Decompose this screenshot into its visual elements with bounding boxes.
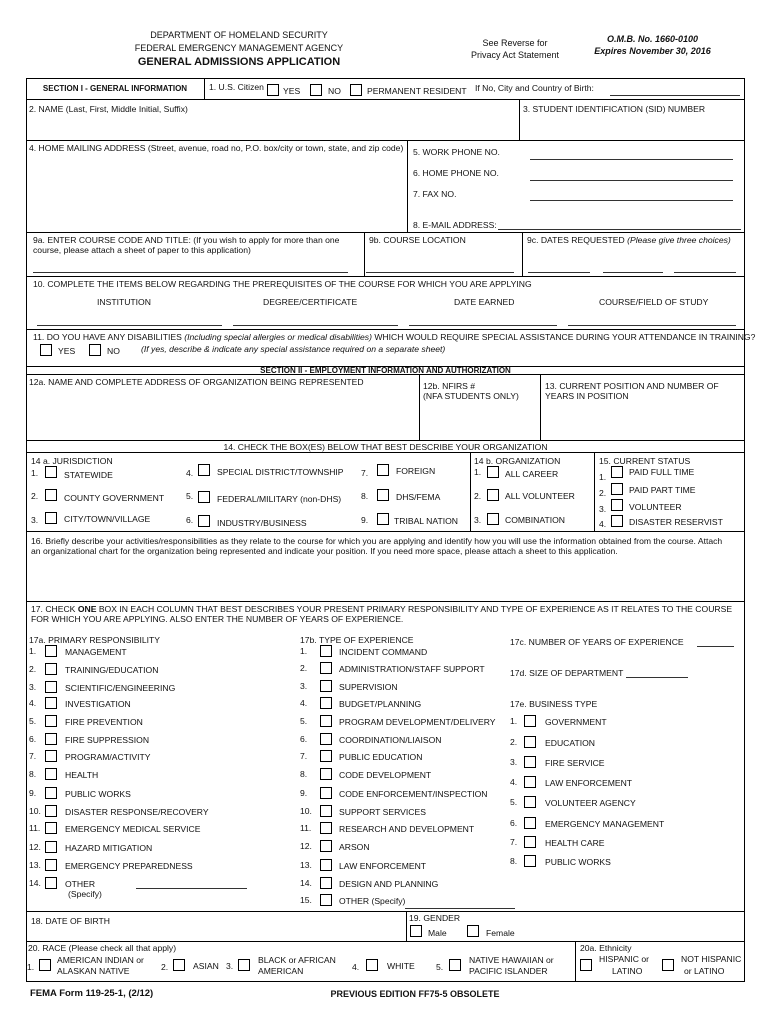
paid-full-time-label: PAID FULL TIME [629,467,695,477]
not-hispanic-checkbox[interactable] [662,959,674,971]
primary-responsibility-checkbox[interactable] [45,715,57,727]
business-type-checkbox[interactable] [524,715,536,727]
primary-responsibility-checkbox[interactable] [45,733,57,745]
agency-name: FEDERAL EMERGENCY MANAGEMENT AGENCY [134,43,344,53]
check-org-label: 14. CHECK THE BOX(ES) BELOW THAT BEST DESCRIBE YOUR ORGANIZATION [223,442,548,452]
disabilities-yes-label: YES [58,346,76,356]
org-name-label: 12a. NAME AND COMPLETE ADDRESS OF ORGANIZATION BEING REPRESENTED [29,377,364,387]
experience-type-checkbox[interactable] [320,662,332,674]
primary-responsibility-checkbox[interactable] [45,697,57,709]
date-choice-2[interactable] [603,272,663,273]
experience-type-label: SUPERVISION [339,682,398,692]
status-3-num: 3. [599,504,607,514]
all-volunteer-label: ALL VOLUNTEER [505,491,575,501]
primary-responsibility-label: INVESTIGATION [65,699,131,709]
industry-business-label: INDUSTRY/BUSINESS [217,518,307,528]
not-hispanic-label-2: or LATINO [684,966,725,976]
jurisdiction-6-num: 6. [186,515,194,525]
american-indian-checkbox[interactable] [39,959,51,971]
white-checkbox[interactable] [366,959,378,971]
native-hawaiian-label: NATIVE HAWAIIAN or [469,955,554,965]
experience-type-checkbox[interactable] [320,715,332,727]
volunteer-checkbox[interactable] [611,499,623,511]
tribal-nation-label: TRIBAL NATION [394,516,458,526]
experience-type-label: ARSON [339,842,370,852]
business-type-checkbox[interactable] [524,756,536,768]
home-phone-label: 6. HOME PHONE NO. [413,168,499,178]
race-1-num: 1. [27,962,35,972]
foreign-checkbox[interactable] [377,464,389,476]
sid-label: 3. STUDENT IDENTIFICATION (SID) NUMBER [523,104,706,114]
primary-responsibility-checkbox[interactable] [45,822,57,834]
paid-full-time-checkbox[interactable] [611,466,623,478]
primary-responsibility-checkbox[interactable] [45,787,57,799]
experience-type-title: 17b. TYPE OF EXPERIENCE [300,635,414,645]
primary-responsibility-checkbox[interactable] [45,681,57,693]
primary-responsibility-num: 8. [29,769,37,779]
experience-type-checkbox[interactable] [320,768,332,780]
home-phone-field[interactable] [530,180,733,181]
hispanic-label-1: HISPANIC or [599,954,649,964]
primary-responsibility-num: 6. [29,734,37,744]
primary-responsibility-label: FIRE SUPPRESSION [65,735,150,745]
years-experience-field[interactable] [697,646,734,647]
hispanic-label-2: LATINO [612,966,643,976]
alaskan-native-label: ALASKAN NATIVE [57,966,130,976]
experience-type-checkbox[interactable] [320,840,332,852]
position-label: 13. CURRENT POSITION AND NUMBER OF YEARS IN POSITION [545,381,719,401]
hispanic-checkbox[interactable] [580,959,592,971]
organization-label: 14 b. ORGANIZATION [474,456,561,466]
experience-type-label: DESIGN AND PLANNING [339,879,439,889]
business-type-label: HEALTH CARE [545,838,605,848]
business-type-checkbox[interactable] [524,855,536,867]
date-earned-header: DATE EARNED [454,297,515,307]
jurisdiction-1-num: 1. [31,468,39,478]
experience-type-label: ADMINISTRATION/STAFF SUPPORT [339,664,485,674]
race-2-num: 2. [161,962,169,972]
disabilities-label: 11. DO YOU HAVE ANY DISABILITIES (Including special allergies or medical disabilities) WHICH WOULD REQUIRE SPECIAL ASSISTANCE DURING YOUR ATTENDANCE IN TRAINING? [33,332,756,342]
primary-responsibility-label: PUBLIC WORKS [65,789,131,799]
all-volunteer-checkbox[interactable] [487,489,499,501]
primary-responsibility-num: 10. [29,806,41,816]
years-experience-label: 17c. NUMBER OF YEARS OF EXPERIENCE [510,637,684,647]
nfirs-note: (NFA STUDENTS ONLY) [423,391,519,401]
disabilities-no-checkbox[interactable] [89,344,101,356]
org-2-num: 2. [474,491,482,501]
special-district-checkbox[interactable] [198,464,210,476]
business-type-num: 7. [510,837,518,847]
address-label: 4. HOME MAILING ADDRESS (Street, avenue, road no, P.O. box/city or town, state, and zip code) [29,143,404,153]
federal-military-checkbox[interactable] [198,491,210,503]
form-number: FEMA Form 119-25-1, (2/12) [30,988,154,999]
city-town-label: CITY/TOWN/VILLAGE [64,514,151,524]
business-type-label: LAW ENFORCEMENT [545,778,633,788]
race-label: 20. RACE (Please check all that apply) [28,943,177,953]
experience-type-label: LAW ENFORCEMENT [339,861,427,871]
black-african-label: BLACK or AFRICAN [258,955,336,965]
jurisdiction-7-num: 7. [361,468,369,478]
business-type-num: 4. [510,777,518,787]
work-phone-field[interactable] [530,159,733,160]
primary-responsibility-checkbox[interactable] [45,750,57,762]
experience-type-num: 8. [300,769,308,779]
email-label: 8. E-MAIL ADDRESS: [413,220,497,230]
experience-type-label: PUBLIC EDUCATION [339,752,423,762]
experience-type-label: SUPPORT SERVICES [339,807,426,817]
primary-responsibility-label: HEALTH [65,770,99,780]
course-code-label: 9a. ENTER COURSE CODE AND TITLE: (If you wish to apply for more than one course, please attach a sheet of paper to this application) [33,235,340,255]
primary-responsibility-label: EMERGENCY PREPAREDNESS [65,861,193,871]
experience-type-checkbox[interactable] [320,822,332,834]
jurisdiction-2-num: 2. [31,491,39,501]
experience-type-label: COORDINATION/LIAISON [339,735,442,745]
primary-responsibility-checkbox[interactable] [45,768,57,780]
primary-responsibility-label: DISASTER RESPONSE/RECOVERY [65,807,209,817]
experience-type-num: 6. [300,734,308,744]
race-3-num: 3. [226,961,234,971]
white-label: WHITE [387,961,415,971]
business-type-label: PUBLIC WORKS [545,857,611,867]
female-label: Female [486,928,515,938]
race-4-num: 4. [352,962,360,972]
date-choice-1[interactable] [528,272,590,273]
experience-type-num: 10. [300,806,312,816]
citizen-label: 1. U.S. Citizen [209,82,264,92]
special-district-label: SPECIAL DISTRICT/TOWNSHIP [217,467,344,477]
combination-label: COMBINATION [505,515,565,525]
primary-responsibility-label: SCIENTIFIC/ENGINEERING [65,683,176,693]
experience-type-num: 5. [300,716,308,726]
experience-type-num: 15. [300,895,312,905]
business-type-checkbox[interactable] [524,796,536,808]
experience-type-label: OTHER (Specify) [339,896,406,906]
industry-business-checkbox[interactable] [198,515,210,527]
experience-type-checkbox[interactable] [320,697,332,709]
disabilities-note: (If yes, describe & indicate any special assistance required on a separate sheet) [141,344,446,354]
business-type-label: VOLUNTEER AGENCY [545,798,636,808]
foreign-label: FOREIGN [396,466,436,476]
citizen-no-checkbox[interactable] [310,84,322,96]
primary-responsibility-checkbox[interactable] [45,877,57,889]
experience-type-label: BUDGET/PLANNING [339,699,422,709]
prereq-label: 10. COMPLETE THE ITEMS BELOW REGARDING THE PREREQUISITES OF THE COURSE FOR WHICH YOU ARE APPLYING [33,279,532,289]
experience-type-checkbox[interactable] [320,680,332,692]
primary-responsibility-checkbox[interactable] [45,859,57,871]
current-status-label: 15. CURRENT STATUS [599,456,691,466]
expiration-date: Expires November 30, 2016 [594,46,711,56]
experience-type-label: INCIDENT COMMAND [339,647,428,657]
business-type-num: 2. [510,737,518,747]
primary-responsibility-label: PROGRAM/ACTIVITY [65,752,151,762]
course-location-field[interactable] [366,272,514,273]
experience-type-label: RESEARCH AND DEVELOPMENT [339,824,475,834]
experience-type-num: 1. [300,646,308,656]
statewide-label: STATEWIDE [64,470,113,480]
jurisdiction-4-num: 4. [186,468,194,478]
business-type-num: 8. [510,856,518,866]
primary-responsibility-checkbox[interactable] [45,805,57,817]
asian-label: ASIAN [193,961,219,971]
check-one-label: 17. CHECK ONE BOX IN EACH COLUMN THAT BEST DESCRIBES YOUR PRESENT PRIMARY RESPONSIBILITY AND TYPE OF EXPERIENCE AS IT RELATES TO THE COURSE FOR WHICH YOU ARE APPLYING. ALSO ENTER THE NUMBER OF YEARS OF EXPERIENCE. [31,604,733,624]
experience-type-num: 9. [300,788,308,798]
business-type-num: 1. [510,716,518,726]
all-career-checkbox[interactable] [487,466,499,478]
black-african-american-checkbox[interactable] [238,959,250,971]
nfirs-label: 12b. NFIRS # [423,381,476,391]
native-hawaiian-checkbox[interactable] [449,959,461,971]
american-label: AMERICAN [258,966,304,976]
department-name: DEPARTMENT OF HOMELAND SECURITY [150,30,328,40]
status-1-num: 1. [599,472,607,482]
org-1-num: 1. [474,467,482,477]
paid-part-time-label: PAID PART TIME [629,485,696,495]
citizen-no-label: NO [328,86,341,96]
other-specify-field[interactable] [136,888,247,889]
experience-type-num: 14. [300,878,312,888]
experience-type-num: 11. [300,823,312,833]
american-indian-label: AMERICAN INDIAN or [57,955,144,965]
business-type-label: EMERGENCY MANAGEMENT [545,819,665,829]
male-checkbox[interactable] [410,925,422,937]
business-type-label: EDUCATION [545,738,595,748]
primary-responsibility-label: MANAGEMENT [65,647,127,657]
work-phone-label: 5. WORK PHONE NO. [413,147,500,157]
primary-responsibility-checkbox[interactable] [45,645,57,657]
pacific-islander-label: PACIFIC ISLANDER [469,966,548,976]
fax-label: 7. FAX NO. [413,189,457,199]
date-earned-field[interactable] [409,325,557,326]
primary-responsibility-num: 12. [29,842,41,852]
institution-field[interactable] [37,325,222,326]
privacy-reverse: See Reverse for [482,38,548,48]
experience-type-label: CODE ENFORCEMENT/INSPECTION [339,789,488,799]
tribal-nation-checkbox[interactable] [377,513,389,525]
business-type-num: 5. [510,797,518,807]
birth-place-field[interactable] [610,95,740,96]
primary-responsibility-checkbox[interactable] [45,663,57,675]
ethnicity-label: 20a. Ethnicity [580,943,632,953]
jurisdiction-5-num: 5. [186,491,194,501]
experience-type-label: CODE DEVELOPMENT [339,770,432,780]
business-type-num: 6. [510,818,518,828]
fax-field[interactable] [530,200,733,201]
experience-type-checkbox[interactable] [320,859,332,871]
name-label: 2. NAME (Last, First, Middle Initial, Suffix) [29,104,188,114]
dates-requested-label: 9c. DATES REQUESTED (Please give three choices) [527,235,731,245]
disaster-reservist-checkbox[interactable] [611,515,623,527]
experience-type-num: 13. [300,860,312,870]
experience-type-checkbox[interactable] [320,805,332,817]
experience-type-checkbox[interactable] [320,733,332,745]
statewide-checkbox[interactable] [45,466,57,478]
county-government-label: COUNTY GOVERNMENT [64,493,165,503]
experience-type-num: 2. [300,663,308,673]
dept-size-field[interactable] [626,677,688,678]
experience-type-label: PROGRAM DEVELOPMENT/DELIVERY [339,717,496,727]
status-4-num: 4. [599,519,607,529]
business-type-checkbox[interactable] [524,736,536,748]
combination-checkbox[interactable] [487,513,499,525]
form-title: GENERAL ADMISSIONS APPLICATION [137,56,341,68]
dhs-fema-label: DHS/FEMA [396,492,441,502]
primary-responsibility-label: TRAINING/EDUCATION [65,665,159,675]
permanent-resident-label: PERMANENT RESIDENT [367,86,467,96]
institution-header: INSTITUTION [97,297,151,307]
primary-responsibility-num: 11. [29,823,41,833]
volunteer-label: VOLUNTEER [629,502,682,512]
primary-responsibility-num: 1. [29,646,37,656]
disabilities-no-label: NO [107,346,120,356]
activities-label: 16. Briefly describe your activities/responsibilities as they relate to the course for which you are applying and identify how you will use the information obtained from the course. Attach an organizational chart for the organization being represented and indicate your position. If you need more space, please attach a sheet to this application. [31,536,723,556]
primary-responsibility-num: 14. [29,878,41,888]
obsolete-notice: PREVIOUS EDITION FF75-5 OBSOLETE [330,989,500,999]
status-2-num: 2. [599,488,607,498]
permanent-resident-checkbox[interactable] [350,84,362,96]
experience-type-num: 7. [300,751,308,761]
email-field[interactable] [498,229,741,230]
org-3-num: 3. [474,515,482,525]
course-location-label: 9b. COURSE LOCATION [369,235,466,245]
primary-responsibility-label: EMERGENCY MEDICAL SERVICE [65,824,201,834]
primary-responsibility-num: 9. [29,788,37,798]
paid-part-time-checkbox[interactable] [611,483,623,495]
business-type-label: GOVERNMENT [545,717,607,727]
gender-label: 19. GENDER [409,913,461,923]
experience-type-checkbox[interactable] [320,750,332,762]
all-career-label: ALL CAREER [505,469,559,479]
primary-responsibility-num: 4. [29,698,37,708]
dhs-fema-checkbox[interactable] [377,489,389,501]
business-type-checkbox[interactable] [524,836,536,848]
date-choice-3[interactable] [674,272,736,273]
experience-type-checkbox[interactable] [320,894,332,906]
federal-military-label: FEDERAL/MILITARY (non-DHS) [217,494,342,504]
primary-responsibility-num: 5. [29,716,37,726]
experience-type-num: 4. [300,698,308,708]
experience-type-checkbox[interactable] [320,877,332,889]
birth-place-label: If No, City and Country of Birth: [475,83,594,93]
disaster-reservist-label: DISASTER RESERVIST [629,517,723,527]
omb-number: O.M.B. No. 1660-0100 [606,34,699,44]
jurisdiction-9-num: 9. [361,515,369,525]
dob-label: 18. DATE OF BIRTH [31,916,110,926]
experience-type-num: 12. [300,841,312,851]
not-hispanic-label-1: NOT HISPANIC [681,954,742,964]
jurisdiction-label: 14 a. JURISDICTION [31,456,113,466]
jurisdiction-3-num: 3. [31,515,39,525]
asian-checkbox[interactable] [173,959,185,971]
city-town-checkbox[interactable] [45,512,57,524]
section1-title: SECTION I - GENERAL INFORMATION [42,84,188,93]
dept-size-label: 17d. SIZE OF DEPARTMENT [510,668,624,678]
privacy-statement: Privacy Act Statement [470,50,560,60]
primary-responsibility-title: 17a. PRIMARY RESPONSIBILITY [29,635,161,645]
primary-responsibility-checkbox[interactable] [45,841,57,853]
business-type-checkbox[interactable] [524,776,536,788]
experience-type-checkbox[interactable] [320,787,332,799]
primary-responsibility-label: HAZARD MITIGATION [65,843,153,853]
experience-type-num: 3. [300,681,308,691]
female-checkbox[interactable] [467,925,479,937]
primary-responsibility-label: OTHER [65,879,96,889]
primary-responsibility-num: 2. [29,664,37,674]
course-code-field[interactable] [33,272,348,273]
primary-responsibility-num: 3. [29,682,37,692]
degree-field[interactable] [233,325,398,326]
citizen-yes-checkbox[interactable] [267,84,279,96]
male-label: Male [428,928,447,938]
experience-type-checkbox[interactable] [320,645,332,657]
primary-responsibility-num: 13. [29,860,41,870]
disabilities-yes-checkbox[interactable] [40,344,52,356]
citizen-yes-label: YES [283,86,301,96]
primary-responsibility-label: FIRE PREVENTION [65,717,143,727]
exp-other-specify-field[interactable] [405,908,515,909]
business-type-label: FIRE SERVICE [545,758,605,768]
degree-header: DEGREE/CERTIFICATE [263,297,358,307]
business-type-title: 17e. BUSINESS TYPE [510,699,598,709]
course-field-field[interactable] [568,325,736,326]
section2-title: SECTION II - EMPLOYMENT INFORMATION AND AUTHORIZATION [260,366,511,375]
business-type-checkbox[interactable] [524,817,536,829]
county-government-checkbox[interactable] [45,489,57,501]
jurisdiction-8-num: 8. [361,491,369,501]
course-field-header: COURSE/FIELD OF STUDY [599,297,709,307]
other-specify-label: (Specify) [68,889,102,899]
primary-responsibility-num: 7. [29,751,37,761]
race-5-num: 5. [436,962,444,972]
business-type-num: 3. [510,757,518,767]
